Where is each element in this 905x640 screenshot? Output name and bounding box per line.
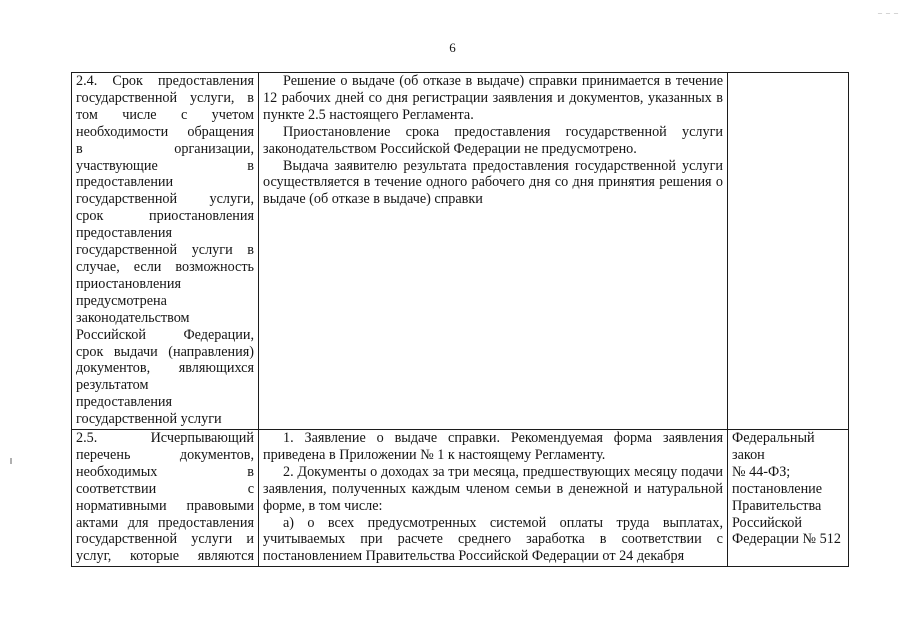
content-paragraph: а) о всех предусмотренных системой оплаты труда выплатах, учитываемых при расчете среднего заработка в соответствии с постановлением Правительства Российской Федерации от 24 декабря [263,514,723,565]
section-title-line: том числе с учетом [76,106,254,123]
section-title-line: государственной услуги и [76,531,254,548]
section-title-line: документов, являющихся [76,360,254,377]
section-title-cell [72,73,259,430]
section-title-line: государственной услуги, в [76,89,254,106]
section-title-line: участвующие в [76,157,254,174]
section-title-line: актами для предоставления [76,514,254,531]
section-content-cell [259,73,728,430]
page-number: 6 [449,40,456,55]
legal-basis-line: постановление [732,480,823,497]
legal-basis-line: Федеральный закон [732,430,815,463]
section-title-line: в организации, [76,140,254,157]
table-row [72,73,849,430]
scan-corner-mark: _ _ _ [878,6,899,15]
section-title-line: Российской Федерации, [76,326,254,343]
content-paragraph: Решение о выдаче (об отказе в выдаче) справки принимается в течение 12 рабочих дней со дня регистрации заявления и документов, указанных в пункте 2.5 настоящего Регламента. [263,73,723,123]
section-title-line: государственной услуги в [76,242,254,259]
legal-basis-line: Российской [732,514,802,531]
section-title-line: необходимости обращения [76,123,254,140]
table-row [72,430,849,567]
section-title-line: случае, если возможность [76,258,254,275]
section-title-line: срок приостановления [76,208,254,225]
section-content-cell [259,430,728,567]
section-title-line: 2.4. Срок предоставления [76,73,254,89]
section-title-line: нормативными правовыми [76,497,254,514]
section-title-line: приостановления [76,275,181,292]
regulation-table [71,72,849,567]
section-title-line: предоставления [76,225,173,242]
content-paragraph: Приостановление срока предоставления государственной услуги законодательством Российской Федерации не предусмотрено. [263,123,723,157]
section-title-line: перечень документов, [76,446,254,463]
legal-basis-line: Правительства [732,497,822,514]
content-paragraph: 1. Заявление о выдаче справки. Рекомендуемая форма заявления приведена в Приложении № 1 к настоящему Регламенту. [263,430,723,463]
section-title-line: предусмотрена [76,292,167,309]
legal-basis-cell [728,430,849,567]
section-title-line: предоставлении [76,174,174,191]
legal-basis-cell [728,73,849,430]
section-title-line: государственной услуги [76,411,222,428]
section-title-line: срок выдачи (направления) [76,343,254,360]
section-title-line: государственной услуги, [76,191,254,208]
scan-artifact [10,458,12,464]
section-title-line: необходимых в [76,463,254,480]
section-title-line: предоставления [76,394,173,411]
section-title-line: законодательством [76,309,190,326]
section-title-cell [72,430,259,567]
content-paragraph: Выдача заявителю результата предоставления государственной услуги осуществляется в течение одного рабочего дня со дня принятия решения о выдаче (об отказе в выдаче) справки [263,157,723,208]
section-title-line: результатом [76,377,149,394]
legal-basis-line: Федерации № 512 [732,531,841,548]
section-title-line: 2.5. Исчерпывающий [76,430,254,446]
content-paragraph: 2. Документы о доходах за три месяца, предшествующих месяцу подачи заявления, полученных каждым членом семьи в денежной и натуральной форме, в том числе: [263,463,723,514]
section-title-line: соответствии с [76,480,254,497]
section-title-line: услуг, которые являются [76,548,254,565]
legal-basis-line: № 44-ФЗ; [732,463,791,480]
